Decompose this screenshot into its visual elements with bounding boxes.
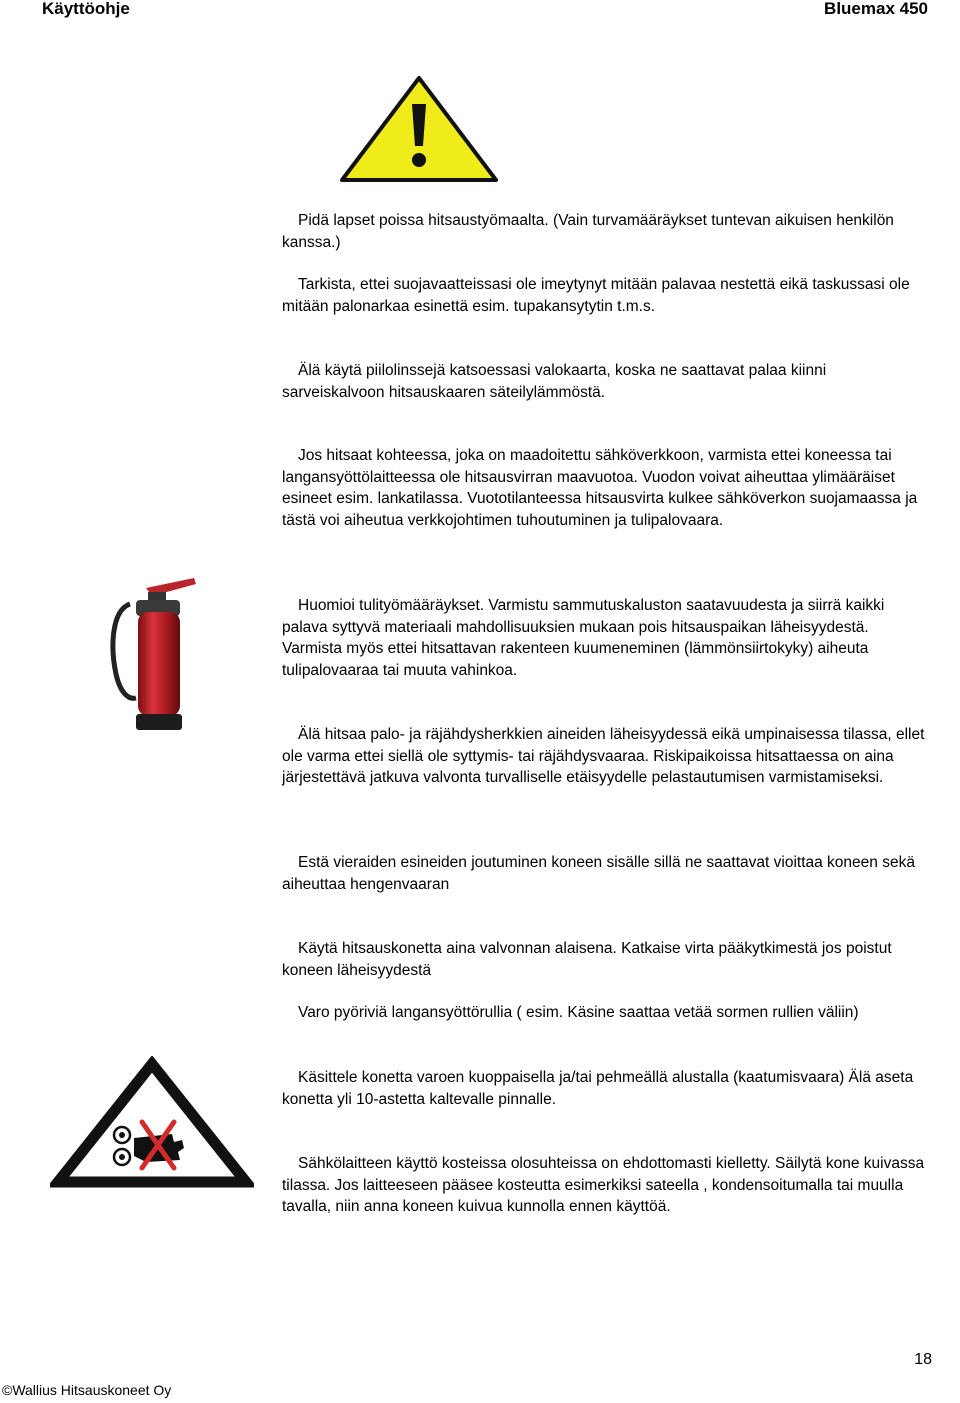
paragraph-feed-rollers: Varo pyöriviä langansyöttörullia ( esim. Käsine saattaa vetää sormen rullien väliin): [298, 1004, 859, 1021]
paragraph-supervision: Käytä hitsauskonetta aina valvonnan alaisena. Katkaise virta pääkytkimestä jos poistut koneen läheisyydestä: [282, 940, 892, 979]
hand-in-rollers-prohibited-icon: [50, 1056, 254, 1190]
page-number: 18: [914, 1351, 932, 1368]
paragraph-explosive-materials: Älä hitsaa palo- ja räjähdysherkkien aineiden läheisyydessä eikä umpinaisessa tilassa, ellet ole varma ettei siellä ole syttymis- tai räjähdysvaaraa. Riskipaikoissa hitsattaessa on aina järjestettävä jatkuva valvonta turvalliselle etäisyydelle pelastautumisen varmistamiseksi.: [282, 726, 925, 786]
paragraph-contact-lenses: Älä käytä piilolinssejä katsoessasi valokaarta, koska ne saattavat palaa kiinni sarveiskalvoon hitsauskaaren säteilylämmöstä.: [282, 362, 827, 401]
header-manual-title: Käyttöohje: [42, 0, 130, 18]
header-product-name: Bluemax 450: [824, 0, 928, 18]
footer-copyright: ©Wallius Hitsauskoneet Oy: [2, 1382, 172, 1398]
paragraph-fire-regulations: Huomioi tulityömääräykset. Varmistu sammutuskaluston saatavuudesta ja siirrä kaikki palava syttyvä materiaali mahdollisuuksien mukaan pois hitsauspaikan läheisyydestä. Varmista myös ettei hitsattavan rakenteen kuumeneminen (lämmönsiirtokyky) aiheuta tulipalovaaraa tai muuta vahinkoa.: [282, 597, 885, 679]
paragraph-flammable-items: Tarkista, ettei suojavaatteissasi ole imeytynyt mitään palavaa nestettä eikä taskussasi ole mitään palonarkaa esinettä esim. tupakansytytin t.m.s.: [282, 276, 910, 315]
fire-extinguisher-icon: [106, 576, 202, 734]
paragraph-tipping-hazard: Käsittele konetta varoen kuoppaisella ja/tai pehmeällä alustalla (kaatumisvaara) Älä aseta konetta yli 10-astetta kaltevalle pinnalle.: [282, 1069, 914, 1108]
warning-triangle-icon: [338, 74, 500, 184]
paragraph-children: Pidä lapset poissa hitsaustyömaalta. (Vain turvamääräykset tuntevan aikuisen henkilön kanssa.): [282, 212, 894, 251]
paragraph-foreign-objects: Estä vieraiden esineiden joutuminen koneen sisälle sillä ne saattavat vioittaa koneen sekä aiheuttaa hengenvaaran: [282, 854, 915, 893]
paragraph-moisture: Sähkölaitteen käyttö kosteissa olosuhteissa on ehdottomasti kielletty. Säilytä kone kuivassa tilassa. Jos laitteeseen pääsee kosteutta esimerkiksi sateella , kondensoitumalla tai muulla tavalla, niin anna koneen kuivua kunnolla ennen käyttöä.: [282, 1155, 925, 1215]
paragraph-earth-leakage: Jos hitsaat kohteessa, joka on maadoitettu sähköverkkoon, varmista ettei koneessa tai langansyöttölaitteessa ole hitsausvirran maavuotoa. Vuodon voivat aiheuttaa ylimääräiset esineet esim. lankatilassa. Vuototilanteessa hitsausvirta kulkee sähköverkon suojamaassa ja tästä voi aiheutua verkkojohtimen tuhoutuminen ja tulipalovaara.: [282, 447, 918, 529]
